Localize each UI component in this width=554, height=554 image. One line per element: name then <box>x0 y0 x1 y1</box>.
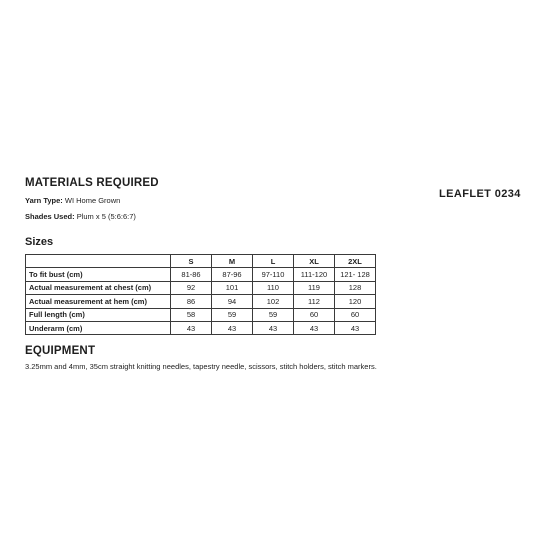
row-label: Actual measurement at chest (cm) <box>26 281 171 294</box>
table-cell: 43 <box>171 321 212 334</box>
table-cell: 43 <box>335 321 376 334</box>
shades-used-line <box>25 212 136 221</box>
table-cell: 92 <box>171 281 212 294</box>
table-cell: 87-96 <box>212 268 253 281</box>
table-cell: 43 <box>253 321 294 334</box>
shades-used-value: Plum x 5 (5:6:6:7) <box>76 212 136 221</box>
table-cell: 60 <box>335 308 376 321</box>
table-cell: 43 <box>294 321 335 334</box>
shades-used-label: Shades Used: <box>25 212 75 221</box>
table-row <box>26 321 376 334</box>
table-cell: 121- 128 <box>335 268 376 281</box>
table-cell: 111-120 <box>294 268 335 281</box>
table-cell: 43 <box>212 321 253 334</box>
header-blank-cell <box>26 255 171 268</box>
table-cell: 128 <box>335 281 376 294</box>
table-cell: 110 <box>253 281 294 294</box>
column-header: XL <box>294 255 335 268</box>
leaflet-number: LEAFLET 0234 <box>439 188 521 200</box>
table-cell: 112 <box>294 295 335 308</box>
column-header: L <box>253 255 294 268</box>
table-cell: 59 <box>212 308 253 321</box>
table-cell: 94 <box>212 295 253 308</box>
table-cell: 101 <box>212 281 253 294</box>
sizes-heading: Sizes <box>25 236 54 248</box>
table-cell: 81-86 <box>171 268 212 281</box>
table-cell: 58 <box>171 308 212 321</box>
table-cell: 60 <box>294 308 335 321</box>
table-cell: 102 <box>253 295 294 308</box>
table-cell: 120 <box>335 295 376 308</box>
table-cell: 119 <box>294 281 335 294</box>
column-header: M <box>212 255 253 268</box>
equipment-text: 3.25mm and 4mm, 35cm straight knitting needles, tapestry needle, scissors, stitch holders, stitch markers. <box>25 362 377 371</box>
table-cell: 86 <box>171 295 212 308</box>
table-row <box>26 281 376 294</box>
column-header: 2XL <box>335 255 376 268</box>
row-label: Actual measurement at hem (cm) <box>26 295 171 308</box>
yarn-type-value: WI Home Grown <box>64 196 121 205</box>
equipment-heading: EQUIPMENT <box>25 345 96 357</box>
table-cell: 97-110 <box>253 268 294 281</box>
table-row <box>26 295 376 308</box>
yarn-type-line <box>25 196 120 205</box>
row-label: Underarm (cm) <box>26 321 171 334</box>
table-row <box>26 268 376 281</box>
table-cell: 59 <box>253 308 294 321</box>
yarn-type-label: Yarn Type: <box>25 196 63 205</box>
column-header: S <box>171 255 212 268</box>
table-row <box>26 308 376 321</box>
sizes-table <box>25 254 376 335</box>
table-header-row <box>26 255 376 268</box>
row-label: To fit bust (cm) <box>26 268 171 281</box>
row-label: Full length (cm) <box>26 308 171 321</box>
materials-heading: MATERIALS REQUIRED <box>25 177 159 189</box>
